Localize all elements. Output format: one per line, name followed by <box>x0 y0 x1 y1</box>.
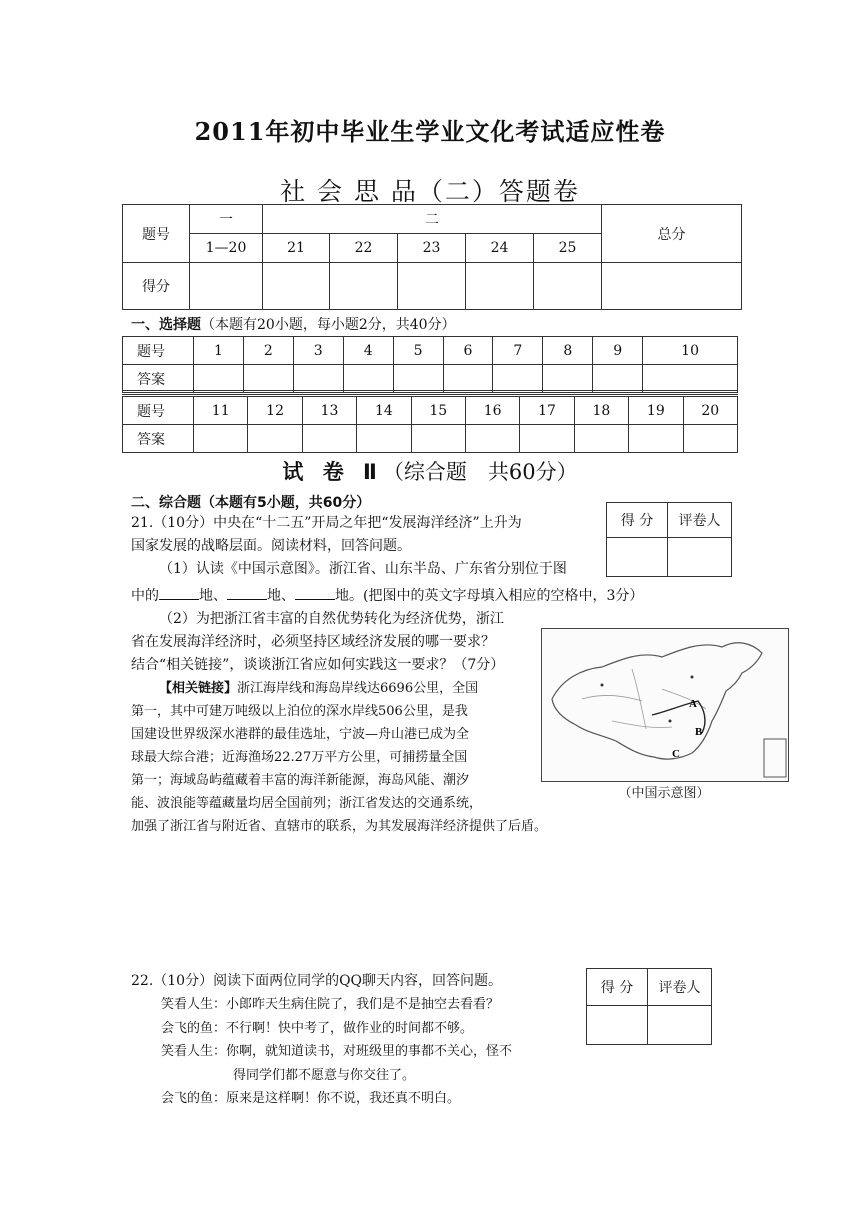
score-cell[interactable] <box>534 263 602 310</box>
q21-sub1-line1: （1）认读《中国示意图》。浙江省、山东半岛、广东省分别位于图 <box>159 561 567 577</box>
mc-question-number: 16 <box>465 397 519 425</box>
chat-line: 笑看人生：你啊，就知道读书，对班级里的事都不关心，怪不 <box>161 1044 513 1059</box>
grader-reviewer-cell[interactable] <box>668 538 732 577</box>
mc-question-number: 20 <box>683 397 737 425</box>
answer-cell[interactable] <box>243 365 293 393</box>
q21-sub2-line2: 省在发展海洋经济时，必须坚持区域经济发展的哪一要求？ <box>131 634 495 650</box>
related-link-line3: 国建设世界级深水港群的最佳选址，宁波—舟山港已成为全 <box>131 727 470 742</box>
answer-cell[interactable] <box>293 365 343 393</box>
grader-score-cell[interactable] <box>607 538 668 577</box>
grader-score-cell[interactable] <box>587 1006 648 1045</box>
mc-question-number: 18 <box>574 397 628 425</box>
score-table-range: 1—20 <box>190 234 263 263</box>
score-table-q21: 21 <box>263 234 330 263</box>
score-cell[interactable] <box>466 263 534 310</box>
mc-question-number: 13 <box>302 397 356 425</box>
q22-block <box>131 970 581 1111</box>
related-link-line4: 球最大综合港；近海渔场22.27万平方公里，可捕捞量全国 <box>131 750 468 765</box>
table-divider <box>122 390 738 395</box>
answer-cell[interactable] <box>248 425 302 453</box>
related-link-line5: 第一；海域岛屿蕴藏着丰富的海洋新能源，海岛风能、潮汐 <box>131 773 470 788</box>
answer-cell[interactable] <box>411 425 465 453</box>
score-table-part1: 一 <box>190 205 263 234</box>
q21-line2: 国家发展的战略层面。阅读材料，回答问题。 <box>131 538 411 554</box>
mc-tihao-label: 题号 <box>123 397 194 425</box>
q21-intro <box>131 512 601 581</box>
exam-title: 2011年初中毕业生学业文化考试适应性卷 <box>194 117 666 146</box>
answer-cell[interactable] <box>465 425 519 453</box>
answer-cell[interactable] <box>629 425 683 453</box>
answer-blank-3[interactable] <box>295 585 335 600</box>
answer-cell[interactable] <box>393 365 443 393</box>
mc-daan-label: 答案 <box>123 425 194 453</box>
chat-line: 得同学们都不愿意与你交往了。 <box>233 1067 416 1083</box>
score-table-q24: 24 <box>466 234 534 263</box>
score-cell[interactable] <box>602 263 742 310</box>
score-cell[interactable] <box>398 263 466 310</box>
grader-box-q21 <box>606 502 732 577</box>
mc-question-number: 8 <box>543 337 593 365</box>
score-table-q22: 22 <box>330 234 398 263</box>
map-caption: （中国示意图） <box>618 786 710 801</box>
score-cell[interactable] <box>330 263 398 310</box>
q21-sub2-line3: 结合“相关链接”，谈谈浙江省应如何实践这一要求？（7分） <box>131 657 505 673</box>
score-table-part2: 二 <box>263 205 602 234</box>
grader-reviewer-cell[interactable] <box>648 1006 712 1045</box>
related-link-line1: 浙江海岸线和海岛岸线达6696公里，全国 <box>237 681 479 696</box>
map-label-b: B <box>695 726 703 738</box>
mc-question-number: 2 <box>243 337 293 365</box>
q21-line1: 21.（10分）中央在“十二五”开局之年把“发展海洋经济”上升为 <box>131 515 522 531</box>
mc-question-number: 11 <box>194 397 248 425</box>
score-table-total: 总分 <box>602 205 742 263</box>
mc-question-number: 19 <box>629 397 683 425</box>
section2-heading: 二、综合题（本题有5小题，共60分） <box>131 495 371 511</box>
related-link-label: 【相关链接】 <box>159 681 238 696</box>
mc-question-number: 17 <box>520 397 574 425</box>
q21-sub1-mid1: 地、 <box>199 588 227 604</box>
chat-line: 会飞的鱼：原来是这样啊！你不说，我还真不明白。 <box>161 1091 461 1106</box>
answer-cell[interactable] <box>302 425 356 453</box>
answer-cell[interactable] <box>194 425 248 453</box>
q21-related-link <box>131 677 536 815</box>
mc-question-number: 5 <box>393 337 443 365</box>
q21-sub2 <box>131 608 541 677</box>
mc-question-number: 15 <box>411 397 465 425</box>
mc-question-number: 9 <box>593 337 643 365</box>
mc-question-number: 1 <box>194 337 244 365</box>
answer-cell[interactable] <box>543 365 593 393</box>
score-table-defen: 得分 <box>123 263 190 310</box>
grader-reviewer-label: 评卷人 <box>648 969 712 1006</box>
mc-question-number: 6 <box>443 337 493 365</box>
mc-question-number: 14 <box>357 397 411 425</box>
part2-heading <box>0 456 860 486</box>
mc-tihao-label: 题号 <box>123 337 194 365</box>
related-link-line6: 能、波浪能等蕴藏量均居全国前列；浙江省发达的交通系统， <box>131 796 483 811</box>
grader-score-label: 得 分 <box>587 969 648 1006</box>
related-link-line7: 加强了浙江省与附近省、直辖市的联系，为其发展海洋经济提供了后盾。 <box>131 819 548 834</box>
answer-cell[interactable] <box>357 425 411 453</box>
answer-cell[interactable] <box>194 365 244 393</box>
q21-sub1-post: 地。(把图中的英文字母填入相应的空格中，3分） <box>335 588 644 604</box>
answer-cell[interactable] <box>643 365 738 393</box>
answer-blank-2[interactable] <box>227 585 267 600</box>
exam-subtitle: 社 会 思 品（二）答题卷 <box>280 177 580 206</box>
answer-cell[interactable] <box>343 365 393 393</box>
answer-cell[interactable] <box>443 365 493 393</box>
answer-cell[interactable] <box>683 425 737 453</box>
answer-blank-1[interactable] <box>159 585 199 600</box>
mc-question-number: 3 <box>293 337 343 365</box>
score-cell[interactable] <box>190 263 263 310</box>
part2-note: （综合题 共60分） <box>382 460 578 484</box>
q22-line1: 22.（10分）阅读下面两位同学的QQ聊天内容，回答问题。 <box>131 973 503 989</box>
grader-score-label: 得 分 <box>607 503 668 538</box>
q21-sub1-mid2: 地、 <box>267 588 295 604</box>
mc-question-number: 10 <box>643 337 738 365</box>
china-map <box>541 628 789 782</box>
answer-table-2 <box>122 396 738 453</box>
mc-question-number: 4 <box>343 337 393 365</box>
q21-sub2-line1: （2）为把浙江省丰富的自然优势转化为经济优势，浙江 <box>159 611 504 627</box>
grader-reviewer-label: 评卷人 <box>668 503 732 538</box>
answer-cell[interactable] <box>574 425 628 453</box>
score-table-q25: 25 <box>534 234 602 263</box>
score-table-q23: 23 <box>398 234 466 263</box>
q21-sub1-fill <box>131 585 691 608</box>
chat-line: 会飞的鱼：不行啊！快中考了，做作业的时间都不够。 <box>161 1020 474 1036</box>
q21-sub1-pre: 中的 <box>131 588 159 604</box>
mc-daan-label: 答案 <box>123 365 194 393</box>
score-table-tihao: 题号 <box>123 205 190 263</box>
mc-question-number: 12 <box>248 397 302 425</box>
answer-cell[interactable] <box>493 365 543 393</box>
section1-title: 一、选择题 <box>131 317 201 333</box>
china-map-drawing <box>542 629 788 781</box>
answer-cell[interactable] <box>593 365 643 393</box>
answer-cell[interactable] <box>520 425 574 453</box>
mc-question-number: 7 <box>493 337 543 365</box>
related-link-line2: 第一，其中可建万吨级以上泊位的深水岸线506公里，是我 <box>131 704 468 719</box>
score-summary-table <box>122 204 742 310</box>
map-label-c: C <box>672 748 680 760</box>
section1-note: （本题有20小题，每小题2分，共40分） <box>201 317 456 333</box>
section1-heading <box>131 314 456 334</box>
part2-title: 试 卷 Ⅱ <box>282 460 383 484</box>
answer-table-1 <box>122 336 738 393</box>
score-cell[interactable] <box>263 263 330 310</box>
chat-line: 笑看人生：小郎昨天生病住院了，我们是不是抽空去看看？ <box>161 997 500 1012</box>
map-label-a: A <box>689 698 697 710</box>
grader-box-q22 <box>586 968 712 1045</box>
